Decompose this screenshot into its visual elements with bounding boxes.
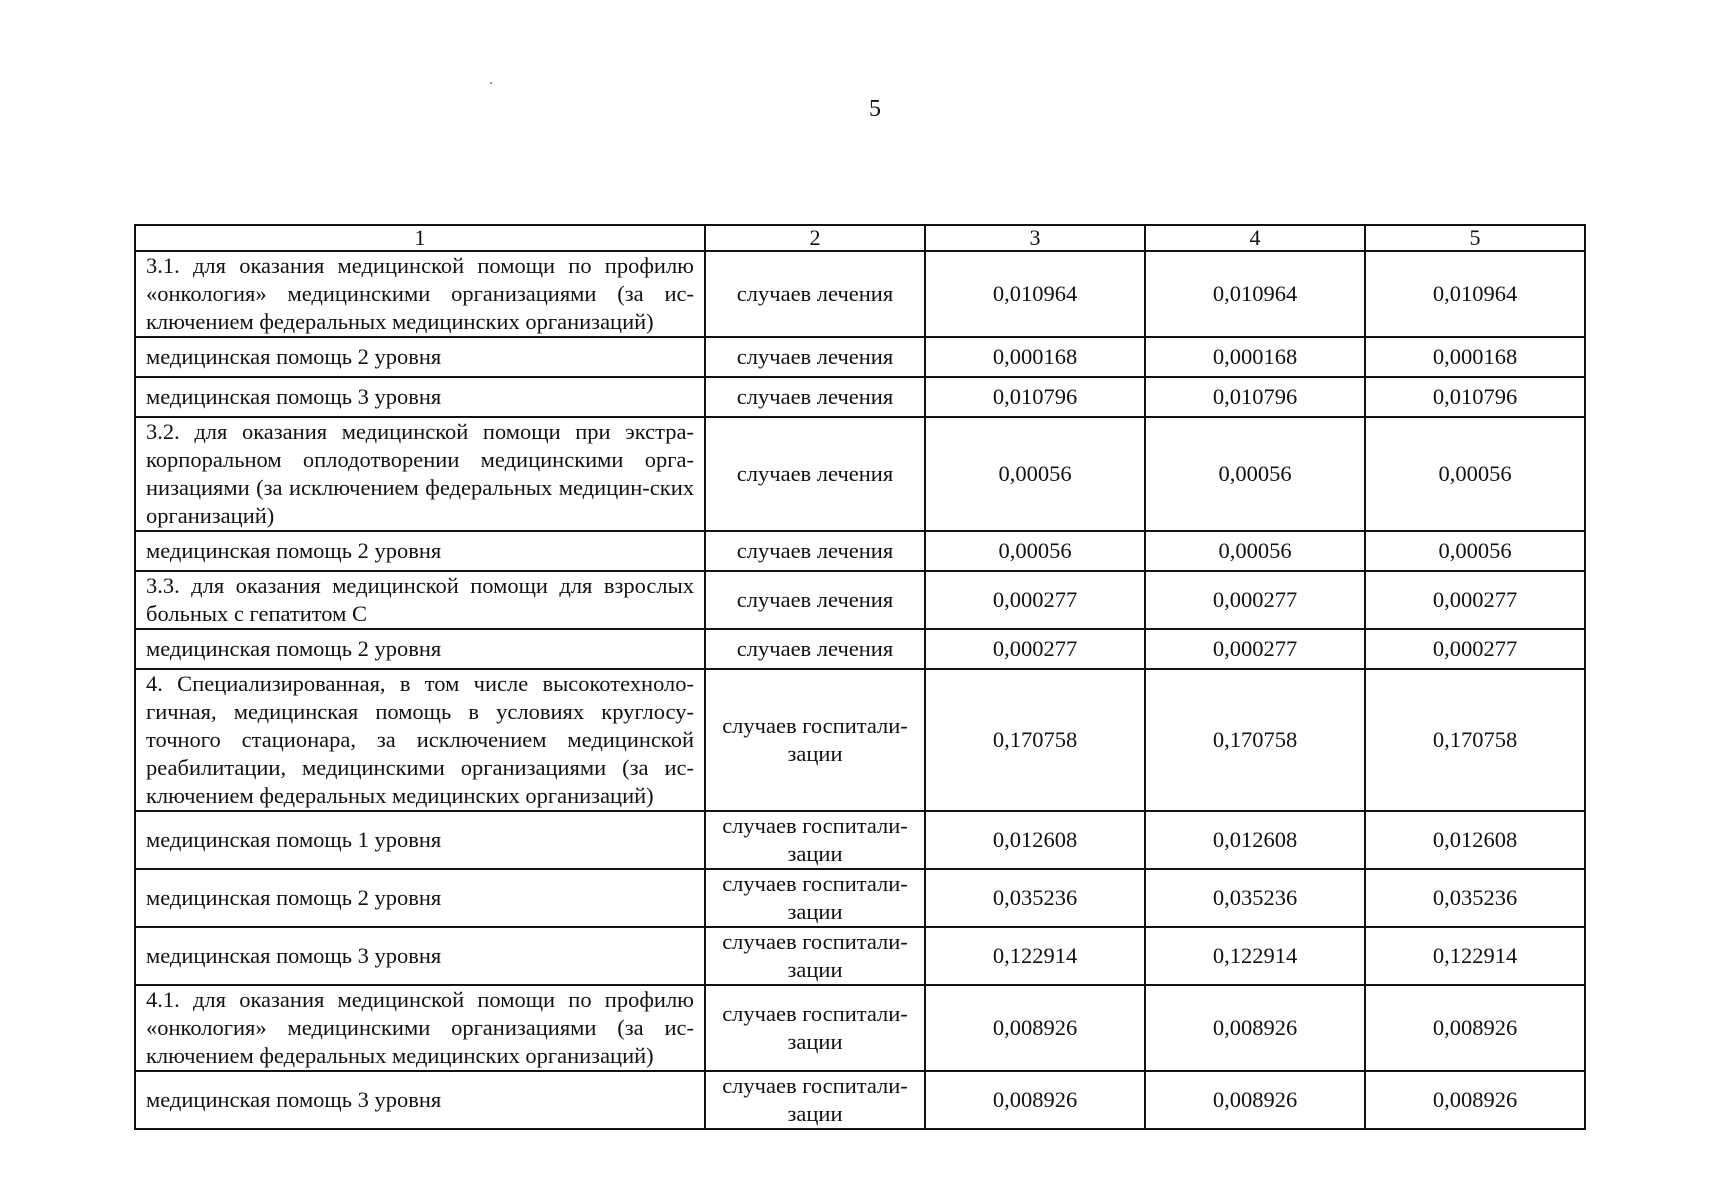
row-value-4: 0,00056 [1145,531,1365,571]
row-value-3: 0,035236 [925,869,1145,927]
row-value-5: 0,000277 [1365,629,1585,669]
table-row [135,337,1585,377]
row-value-4: 0,000277 [1145,571,1365,629]
header-cell: 4 [1145,225,1365,251]
table-row [135,629,1585,669]
table-row [135,927,1585,985]
row-value-4: 0,008926 [1145,985,1365,1071]
row-value-4: 0,000277 [1145,629,1365,669]
row-value-4: 0,000168 [1145,337,1365,377]
data-table [134,224,1586,1130]
row-unit: случаев лечения [705,417,925,531]
table-row [135,571,1585,629]
row-value-4: 0,035236 [1145,869,1365,927]
row-name: медицинская помощь 3 уровня [135,927,705,985]
table-row [135,869,1585,927]
row-unit: случаев госпитали-зации [705,869,925,927]
row-name: медицинская помощь 1 уровня [135,811,705,869]
row-value-5: 0,00056 [1365,417,1585,531]
row-name: медицинская помощь 2 уровня [135,869,705,927]
row-unit: случаев лечения [705,629,925,669]
row-value-4: 0,122914 [1145,927,1365,985]
row-value-5: 0,00056 [1365,531,1585,571]
row-unit: случаев госпитали-зации [705,669,925,811]
row-unit: случаев госпитали-зации [705,811,925,869]
row-unit: случаев госпитали-зации [705,985,925,1071]
row-value-4: 0,008926 [1145,1071,1365,1129]
row-value-5: 0,008926 [1365,1071,1585,1129]
table-row [135,417,1585,531]
page-number: 5 [869,96,881,122]
row-value-3: 0,000277 [925,629,1145,669]
row-unit: случаев лечения [705,531,925,571]
row-name: медицинская помощь 3 уровня [135,377,705,417]
table-row [135,531,1585,571]
table-row [135,251,1585,337]
row-value-5: 0,122914 [1365,927,1585,985]
row-name: медицинская помощь 2 уровня [135,337,705,377]
row-value-5: 0,000277 [1365,571,1585,629]
row-name: медицинская помощь 2 уровня [135,629,705,669]
row-value-4: 0,170758 [1145,669,1365,811]
row-value-3: 0,008926 [925,1071,1145,1129]
row-value-5: 0,012608 [1365,811,1585,869]
row-value-5: 0,170758 [1365,669,1585,811]
row-value-5: 0,010964 [1365,251,1585,337]
header-cell: 1 [135,225,705,251]
row-unit: случаев лечения [705,251,925,337]
row-name: 3.1. для оказания медицинской помощи по профилю «онкология» медицинскими организациями (за ис-ключением федеральных медицинских организаций) [135,251,705,337]
row-value-3: 0,00056 [925,417,1145,531]
row-value-4: 0,010964 [1145,251,1365,337]
row-name: 3.2. для оказания медицинской помощи при экстра-корпоральном оплодотворении медицинскими орга-низациями (за исключением федеральных медицин-ских организаций) [135,417,705,531]
table-row [135,1071,1585,1129]
table-row [135,985,1585,1071]
row-name: 4. Специализированная, в том числе высокотехноло-гичная, медицинская помощь в условиях круглосу-точного стационара, за исключением медицинской реабилитации, медицинскими организациями (за ис-ключением федеральных медицинских организаций) [135,669,705,811]
row-value-5: 0,008926 [1365,985,1585,1071]
row-value-5: 0,000168 [1365,337,1585,377]
table-row [135,811,1585,869]
row-value-3: 0,170758 [925,669,1145,811]
header-cell: 3 [925,225,1145,251]
header-cell: 2 [705,225,925,251]
row-value-3: 0,122914 [925,927,1145,985]
row-name: медицинская помощь 3 уровня [135,1071,705,1129]
row-value-3: 0,012608 [925,811,1145,869]
row-value-3: 0,010964 [925,251,1145,337]
row-unit: случаев лечения [705,571,925,629]
row-value-3: 0,000277 [925,571,1145,629]
row-value-4: 0,012608 [1145,811,1365,869]
row-value-3: 0,008926 [925,985,1145,1071]
row-value-5: 0,010796 [1365,377,1585,417]
row-value-4: 0,00056 [1145,417,1365,531]
row-unit: случаев лечения [705,337,925,377]
row-value-3: 0,010796 [925,377,1145,417]
row-name: 3.3. для оказания медицинской помощи для взрослых больных с гепатитом С [135,571,705,629]
row-name: медицинская помощь 2 уровня [135,531,705,571]
row-value-3: 0,000168 [925,337,1145,377]
header-cell: 5 [1365,225,1585,251]
row-value-3: 0,00056 [925,531,1145,571]
row-name: 4.1. для оказания медицинской помощи по профилю «онкология» медицинскими организациями (за ис-ключением федеральных медицинских организаций) [135,985,705,1071]
row-unit: случаев лечения [705,377,925,417]
table-row [135,377,1585,417]
row-value-5: 0,035236 [1365,869,1585,927]
row-unit: случаев госпитали-зации [705,1071,925,1129]
row-value-4: 0,010796 [1145,377,1365,417]
table-row [135,669,1585,811]
header-row [135,225,1585,251]
scan-speck [490,82,492,84]
row-unit: случаев госпитали-зации [705,927,925,985]
